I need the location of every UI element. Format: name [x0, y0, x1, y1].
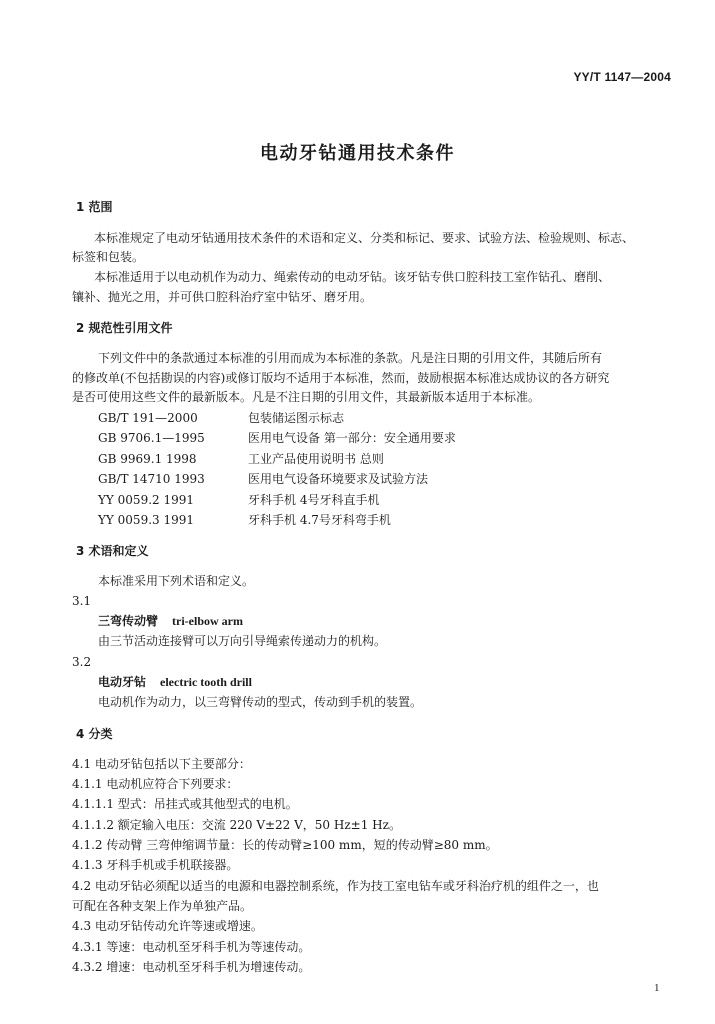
- normative-reference: [98, 411, 344, 425]
- reference-title: 医用电气设备环境要求及试验方法: [248, 472, 429, 486]
- reference-title: 牙科手机 4.7号牙科弯手机: [248, 513, 391, 527]
- section-2-paragraph-cont: 的修改单(不包括勘误的内容)或修订版均不适用于本标准，然而，鼓励根据本标准达成协议的各方研究: [72, 371, 610, 385]
- clause-line: 4.1.2 传动臂 三弯伸缩调节量：长的传动臂≥100 mm，短的传动臂≥80 mm。: [72, 838, 498, 852]
- section-1-heading: 1 范围: [76, 200, 113, 214]
- normative-reference: [98, 452, 384, 466]
- reference-code: YY 0059.2 1991: [98, 493, 194, 507]
- normative-reference: [98, 493, 379, 507]
- clause-line: 4.2 电动牙钻必须配以适当的电源和电器控制系统，作为技工室电钻车或牙科治疗机的组件之一，也: [72, 879, 599, 893]
- clause-line: 4.1.1.2 额定输入电压：交流 220 V±22 V，50 Hz±1 Hz。: [72, 818, 401, 832]
- section-2-paragraph-cont: 是否可使用这些文件的最新版本。凡是不注日期的引用文件，其最新版本适用于本标准。: [72, 390, 541, 404]
- section-1-paragraph-1: 本标准规定了电动牙钻通用技术条件的术语和定义、分类和标记、要求、试验方法、检验规则、标志、: [94, 231, 635, 245]
- term-heading: [98, 614, 243, 628]
- term-number: 3.2: [72, 655, 92, 669]
- section-1-paragraph-2: 本标准适用于以电动机作为动力、绳索传动的电动牙钻。该牙钻专供口腔科技工室作钻孔、磨削、: [94, 270, 611, 284]
- reference-title: 医用电气设备 第一部分：安全通用要求: [248, 431, 456, 445]
- clause-line: 4.3.2 增速：电动机至牙科手机为增速传动。: [72, 960, 311, 974]
- term-chinese: 三弯传动臂: [98, 614, 159, 628]
- reference-code: GB 9706.1—1995: [98, 431, 205, 445]
- term-number: 3.1: [72, 594, 92, 608]
- normative-reference: [98, 431, 456, 445]
- reference-title: 牙科手机 4号牙科直手机: [248, 493, 380, 507]
- section-2-paragraph: 下列文件中的条款通过本标准的引用而成为本标准的条款。凡是注日期的引用文件，其随后所有: [98, 351, 603, 365]
- section-2-heading: 2 规范性引用文件: [76, 321, 173, 335]
- document-title: 电动牙钻通用技术条件: [260, 143, 455, 164]
- clause-line: 4.1.1.1 型式：吊挂式或其他型式的电机。: [72, 797, 298, 811]
- section-1-paragraph-2-cont: 镶补、抛光之用，并可供口腔科治疗室中钻牙、磨牙用。: [72, 290, 373, 304]
- clause-line: 4.3.1 等速：电动机至牙科手机为等速传动。: [72, 940, 311, 954]
- clause-line: 4.3 电动牙钻传动允许等速或增速。: [72, 919, 263, 933]
- standard-code: YY/T 1147—2004: [573, 70, 671, 84]
- term-definition: 由三节活动连接臂可以万向引导绳索传递动力的机构。: [98, 634, 387, 648]
- section-4-heading: 4 分类: [76, 727, 113, 741]
- reference-code: YY 0059.3 1991: [98, 513, 194, 527]
- normative-reference: [98, 513, 391, 527]
- reference-title: 工业产品使用说明书 总则: [248, 452, 384, 466]
- clause-line: 可配在各种支架上作为单独产品。: [72, 899, 253, 913]
- page-number: 1: [654, 982, 660, 994]
- term-chinese: 电动牙钻: [98, 675, 147, 689]
- section-1-paragraph-1-cont: 标签和包装。: [72, 250, 145, 264]
- clause-line: 4.1.1 电动机应符合下列要求：: [72, 777, 239, 791]
- section-3-heading: 3 术语和定义: [76, 544, 149, 558]
- clause-line: 4.1 电动牙钻包括以下主要部分：: [72, 757, 251, 771]
- reference-code: GB/T 14710 1993: [98, 472, 205, 486]
- term-english: electric tooth drill: [160, 675, 252, 689]
- normative-reference: [98, 472, 428, 486]
- term-definition: 电动机作为动力，以三弯臂传动的型式，传动到手机的装置。: [98, 695, 423, 709]
- section-3-intro: 本标准采用下列术语和定义。: [98, 574, 255, 588]
- reference-title: 包装储运图示标志: [248, 411, 345, 425]
- clause-line: 4.1.3 牙科手机或手机联接器。: [72, 858, 239, 872]
- reference-code: GB/T 191—2000: [98, 411, 198, 425]
- reference-code: GB 9969.1 1998: [98, 452, 197, 466]
- term-heading: [98, 675, 252, 689]
- term-english: tri-elbow arm: [172, 614, 243, 628]
